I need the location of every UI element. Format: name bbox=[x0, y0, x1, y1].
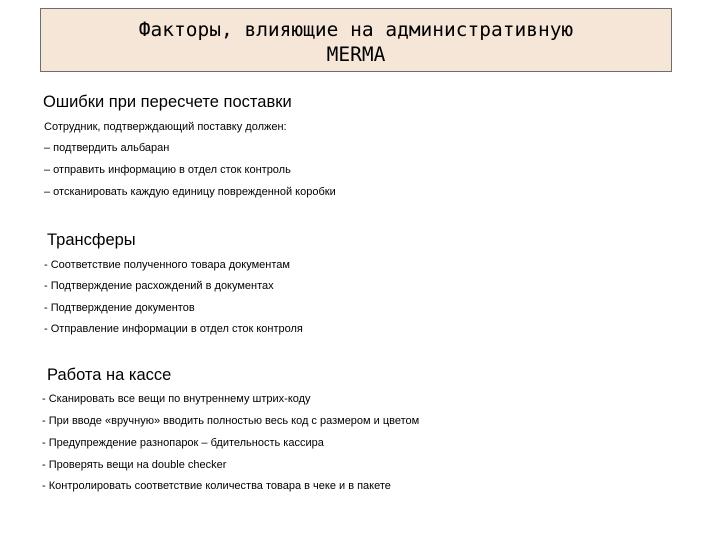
section3-list-item: - Сканировать все вещи по внутреннему штрих-коду bbox=[42, 393, 311, 405]
title-box bbox=[40, 8, 672, 72]
section1-intro: Сотрудник, подтверждающий поставку должен: bbox=[44, 121, 287, 133]
section-heading-recount-errors: Ошибки при пересчете поставки bbox=[43, 93, 292, 111]
section1-list-item: – отсканировать каждую единицу поврежденной коробки bbox=[44, 186, 336, 198]
section2-list-item: - Соответствие полученного товара документам bbox=[44, 259, 290, 271]
section2-list-item: - Отправление информации в отдел сток контроля bbox=[44, 323, 303, 335]
section1-list-item: – отправить информацию в отдел сток контроль bbox=[44, 164, 291, 176]
section-heading-cash-desk: Работа на кассе bbox=[47, 366, 172, 384]
page-title-line1: Факторы, влияющие на административную bbox=[138, 18, 574, 41]
section2-list-item: - Подтверждение документов bbox=[44, 302, 195, 314]
section2-list-item: - Подтверждение расхождений в документах bbox=[44, 280, 274, 292]
section3-list-item: - При вводе «вручную» вводить полностью весь код с размером и цветом bbox=[42, 415, 420, 427]
section3-list-item: - Контролировать соответствие количества товара в чеке и в пакете bbox=[42, 480, 391, 492]
section1-list-item: – подтвердить альбаран bbox=[44, 142, 170, 154]
section3-list-item: - Проверять вещи на double checker bbox=[42, 459, 227, 471]
section-heading-transfers: Трансферы bbox=[47, 231, 136, 249]
page-title-line2: MERMA bbox=[326, 43, 386, 66]
section3-list-item: - Предупреждение разнопарок – бдительность кассира bbox=[42, 437, 324, 449]
